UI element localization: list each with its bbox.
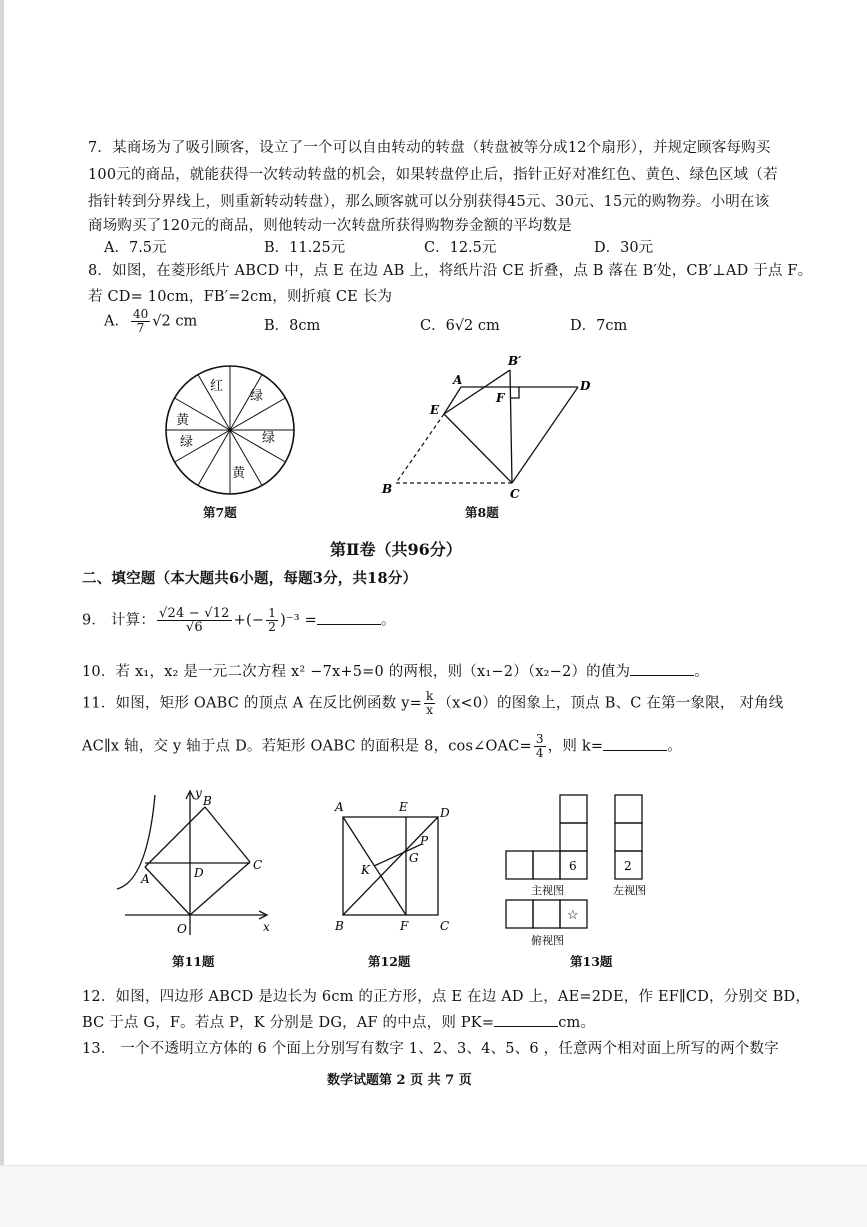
fig8-label-D: D xyxy=(580,379,591,393)
fig11-label-y: y xyxy=(195,786,202,800)
q8-option-a-rest: √2 cm xyxy=(152,313,198,330)
fig11-graph xyxy=(105,785,280,940)
fig13-two: 2 xyxy=(624,859,632,873)
q11-line1a: 11．如图，矩形 OABC 的顶点 A 在反比例函数 y= xyxy=(82,695,422,712)
q8-option-c: C．6√2 cm xyxy=(420,318,500,334)
fig8-label-F: F xyxy=(496,391,505,405)
fig11-caption: 第11题 xyxy=(172,954,215,969)
fig12-label-K: K xyxy=(361,863,370,877)
q12-line2 xyxy=(82,1011,595,1032)
q8-option-b: B．8cm xyxy=(264,318,321,334)
fig13-star: ☆ xyxy=(567,908,579,923)
fig13-left-label: 左视图 xyxy=(613,884,646,897)
fig12-square xyxy=(325,795,465,940)
fig12-label-D: D xyxy=(440,806,450,820)
fig12-label-F: F xyxy=(400,919,409,933)
fig12-label-B: B xyxy=(335,919,344,933)
q9-tail: )⁻³ = xyxy=(280,612,317,629)
fig7-label-yellow2: 黄 xyxy=(232,466,246,481)
q9-mid: +(− xyxy=(233,612,265,629)
fig7-label-red: 红 xyxy=(210,379,224,394)
section2-title: 二、填空题（本大题共6小题，每题3分，共18分） xyxy=(82,570,418,587)
q11-cos-num: 3 xyxy=(535,732,544,746)
q9-half-num: 1 xyxy=(268,606,277,620)
q11-cos-den: 4 xyxy=(535,746,544,760)
q8-option-a-den: 7 xyxy=(136,321,145,335)
q8-option-a xyxy=(104,308,197,335)
fig8-label-B: B xyxy=(382,482,393,496)
fig12-label-A: A xyxy=(335,800,344,814)
q11-end: 。 xyxy=(667,738,682,755)
q8-line2: 若 CD= 10cm，FB′=2cm，则折痕 CE 长为 xyxy=(88,289,393,305)
part2-title: 第Ⅱ卷（共96分） xyxy=(330,540,462,559)
scan-bottom-band xyxy=(0,1165,867,1227)
fig12-label-E: E xyxy=(399,800,408,814)
q7-line1: 7．某商场为了吸引顾客，设立了一个可以自由转动的转盘（转盘被等分成12个扇形），并规定顾客每购买 xyxy=(88,140,771,156)
fig7-label-green3: 绿 xyxy=(262,431,276,446)
q9-line xyxy=(82,607,396,634)
q9-num: √24 − √12 xyxy=(159,606,230,621)
q8-option-a-num: 40 xyxy=(132,307,149,321)
fig12-caption: 第12题 xyxy=(368,954,411,969)
q13-line1: 13． 一个不透明立方体的 6 个面上分别写有数字 1、2、3、4、5、6 ，任意两个相对面上所写的两个数字 xyxy=(82,1041,779,1057)
q8-option-a-fraction xyxy=(131,308,150,335)
fig8-rhombus xyxy=(370,350,610,515)
q11-line2b: ，则 k= xyxy=(547,738,604,755)
q9-end: 。 xyxy=(380,612,396,629)
q9-answer-blank[interactable] xyxy=(317,610,381,625)
q10-end: 。 xyxy=(694,664,709,680)
q7-line3: 指针转到分界线上，则重新转动转盘），那么顾客就可以分别获得45元、30元、15元的购物券。小明在该 xyxy=(88,194,770,210)
fig11-label-D: D xyxy=(194,866,204,880)
q11-line1b: （x<0）的图象上，顶点 B、C 在第一象限， 对角线 xyxy=(437,695,784,712)
q11-line1 xyxy=(82,690,784,717)
q11-line2 xyxy=(82,733,682,760)
q9-half-den: 2 xyxy=(268,620,277,634)
page-footer: 数学试题第 2 页 共 7 页 xyxy=(327,1073,472,1088)
fig13-front-label: 主视图 xyxy=(531,884,564,897)
fig12-label-C: C xyxy=(440,919,450,933)
q12-line2-text: BC 于点 G，F。若点 P，K 分别是 DG，AF 的中点，则 PK= xyxy=(82,1015,495,1031)
fig7-label-yellow1: 黄 xyxy=(176,413,190,428)
fig13-views xyxy=(500,790,660,950)
fig11-label-C: C xyxy=(253,858,263,872)
q7-option-a: A．7.5元 xyxy=(104,240,167,256)
q7-option-c: C．12.5元 xyxy=(424,240,497,256)
q9-prefix: 9． 计算： xyxy=(82,612,156,629)
fig7-label-green1: 绿 xyxy=(250,389,264,404)
q11-line2a: AC∥x 轴，交 y 轴于点 D。若矩形 OABC 的面积是 8，cos∠OAC= xyxy=(82,738,532,755)
fig8-label-A: A xyxy=(453,373,463,387)
q8-option-d: D．7cm xyxy=(570,318,628,334)
fig13-caption: 第13题 xyxy=(570,954,613,969)
q10-line xyxy=(82,660,709,681)
q7-option-d: D．30元 xyxy=(594,240,654,256)
q7-line2: 100元的商品，就能获得一次转动转盘的机会，如果转盘停止后，指针正好对准红色、黄色、绿色区域（若 xyxy=(88,167,778,183)
q12-unit: cm。 xyxy=(558,1015,596,1031)
fig11-label-O: O xyxy=(177,922,187,936)
q12-line1: 12．如图，四边形 ABCD 是边长为 6cm 的正方形，点 E 在边 AD 上，AE=2DE，作 EF∥CD，分别交 BD， xyxy=(82,989,811,1005)
q7-line4: 商场购买了120元的商品，则他转动一次转盘所获得购物券金额的平均数是 xyxy=(88,218,572,234)
q11-answer-blank[interactable] xyxy=(603,736,667,751)
fig8-label-Bprime: B′ xyxy=(508,354,522,368)
fig8-label-C: C xyxy=(510,487,520,501)
fig11-label-B: B xyxy=(203,794,212,808)
fig11-label-A: A xyxy=(141,872,150,886)
q11-k-num: k xyxy=(426,689,434,703)
fig12-label-P: P xyxy=(420,834,429,848)
q8-option-a-prefix: A． xyxy=(104,313,129,330)
fig13-top-label: 俯视图 xyxy=(531,934,564,947)
q11-k-den: x xyxy=(426,703,434,717)
q7-option-b: B．11.25元 xyxy=(264,240,346,256)
q12-answer-blank[interactable] xyxy=(494,1012,558,1027)
q9-den: √6 xyxy=(185,620,203,635)
scan-edge xyxy=(0,0,4,1226)
fig8-label-E: E xyxy=(430,403,440,417)
fig7-caption: 第7题 xyxy=(203,505,237,520)
q10-answer-blank[interactable] xyxy=(630,661,694,676)
q10-text: 10．若 x₁，x₂ 是一元二次方程 x² −7x+5=0 的两根，则（x₁−2）（x₂−2）的值为 xyxy=(82,664,631,680)
fig11-label-x: x xyxy=(263,920,270,934)
q11-k-fraction xyxy=(424,690,435,717)
fig8-caption: 第8题 xyxy=(465,505,499,520)
fig13-six: 6 xyxy=(569,859,577,873)
q9-half xyxy=(266,607,278,634)
q9-fraction xyxy=(157,607,232,634)
q11-cos-fraction xyxy=(534,733,546,760)
q8-line1: 8．如图，在菱形纸片 ABCD 中，点 E 在边 AB 上，将纸片沿 CE 折叠，点 B 落在 B′处，CB′⊥AD 于点 F。 xyxy=(88,263,813,279)
fig7-spinner xyxy=(160,360,300,500)
fig12-label-G: G xyxy=(409,851,419,865)
fig7-label-green2: 绿 xyxy=(180,435,194,450)
